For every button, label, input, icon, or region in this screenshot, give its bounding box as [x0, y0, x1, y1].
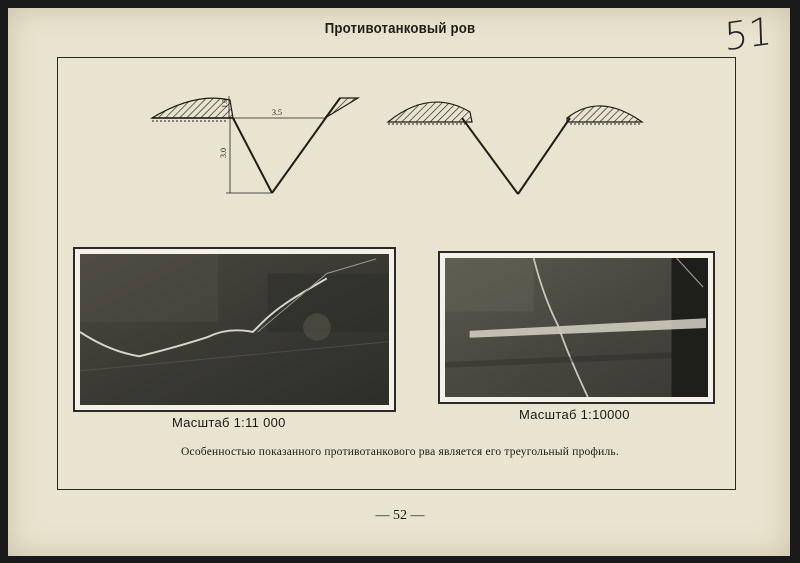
ditch-left-wall-1: [233, 118, 272, 193]
profile-right: [388, 102, 642, 194]
page-title: Противотанковый ров: [324, 20, 476, 37]
aerial-photo-2: [438, 251, 715, 404]
parapet-right-2: [567, 106, 642, 122]
dimension-depth: 3.0: [219, 148, 228, 158]
photo-2-scale-label: Масштаб 1:10000: [519, 407, 630, 422]
aerial-photo-1: [73, 247, 396, 412]
profile-left: [152, 96, 358, 193]
ditch-right-wall-2: [518, 118, 570, 194]
ditch-profile-diagrams: [0, 0, 800, 230]
dimension-parapet: 1.0: [221, 99, 229, 108]
parapet-left-2: [388, 102, 472, 122]
caption-text: Особенностью показанного противотанкового рва является его треугольный профиль.: [181, 446, 619, 458]
aerial-photo-1-image: [80, 254, 389, 405]
page-number: — 52 —: [375, 508, 425, 523]
handwritten-page-mark: 51: [723, 8, 773, 60]
dimension-width: 3.5: [272, 108, 282, 117]
ditch-left-wall-2: [462, 118, 518, 194]
aerial-photo-2-image: [445, 258, 708, 397]
parapet-right-1: [325, 98, 358, 118]
photo-1-scale-label: Масштаб 1:11 000: [172, 415, 286, 430]
